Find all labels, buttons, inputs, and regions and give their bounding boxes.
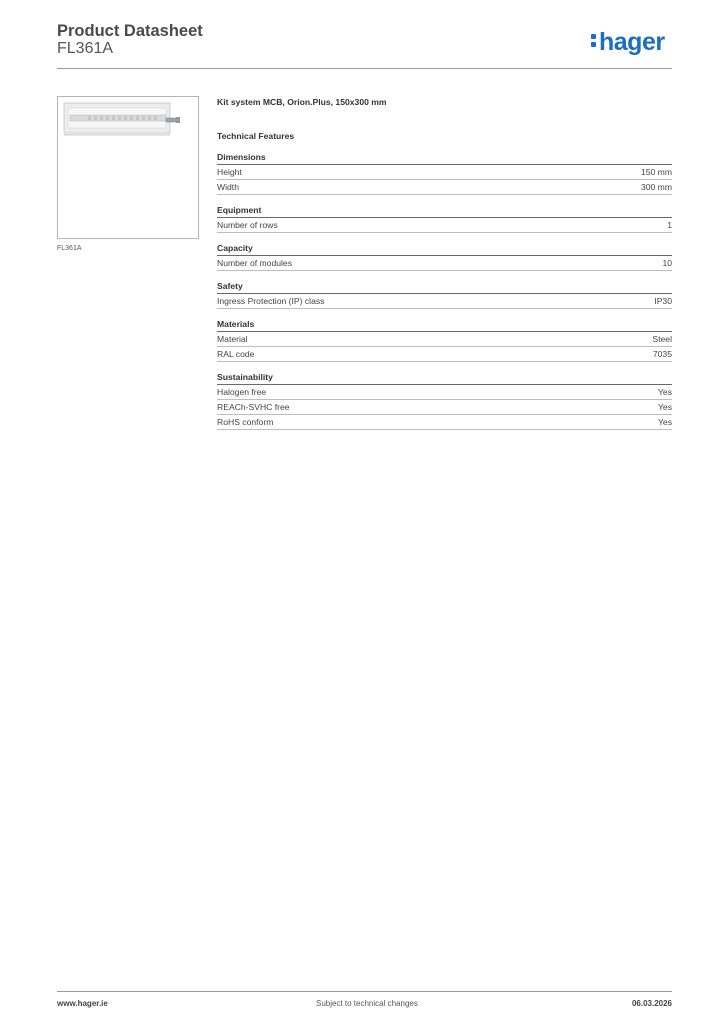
section-title: Capacity — [217, 242, 672, 256]
product-image — [57, 96, 199, 239]
hager-logo — [591, 28, 665, 56]
feature-label: Number of modules — [217, 258, 292, 268]
feature-label: Halogen free — [217, 387, 267, 397]
feature-value: 300 mm — [640, 182, 672, 192]
footer-website[interactable]: www.hager.ie — [57, 999, 108, 1008]
feature-label: REACh-SVHC free — [217, 402, 290, 412]
feature-row — [217, 180, 672, 195]
feature-section — [217, 371, 672, 430]
section-title: Dimensions — [217, 151, 672, 165]
feature-value: Steel — [652, 334, 672, 344]
feature-label: Ingress Protection (IP) class — [217, 296, 325, 306]
feature-sections — [217, 151, 672, 430]
feature-value: Yes — [657, 417, 672, 427]
feature-label: Number of rows — [217, 220, 278, 230]
feature-row — [217, 165, 672, 180]
feature-value: 10 — [662, 258, 672, 268]
feature-value: 7035 — [652, 349, 672, 359]
feature-row — [217, 385, 672, 400]
feature-section — [217, 151, 672, 195]
logo-text: hager — [599, 28, 665, 56]
mcb-kit-illustration — [58, 97, 198, 238]
feature-row — [217, 256, 672, 271]
feature-row — [217, 218, 672, 233]
feature-row — [217, 294, 672, 309]
feature-value: 150 mm — [640, 167, 672, 177]
section-title: Equipment — [217, 204, 672, 218]
section-title: Materials — [217, 318, 672, 332]
page-title: Product Datasheet — [57, 22, 203, 40]
feature-section — [217, 204, 672, 233]
feature-section — [217, 280, 672, 309]
section-title: Safety — [217, 280, 672, 294]
image-caption: FL361A — [57, 245, 82, 252]
feature-section — [217, 318, 672, 362]
technical-features-heading: Technical Features — [217, 131, 295, 141]
footer-divider — [57, 991, 672, 992]
feature-row — [217, 332, 672, 347]
feature-value: Yes — [657, 387, 672, 397]
feature-row — [217, 415, 672, 430]
feature-value: IP30 — [654, 296, 672, 306]
product-code: FL361A — [57, 40, 114, 57]
feature-label: Height — [217, 167, 242, 177]
technical-content — [217, 96, 672, 430]
feature-value: 1 — [667, 220, 672, 230]
feature-label: RoHS conform — [217, 417, 274, 427]
feature-label: RAL code — [217, 349, 255, 359]
feature-row — [217, 347, 672, 362]
feature-label: Material — [217, 334, 248, 344]
feature-value: Yes — [657, 402, 672, 412]
feature-label: Width — [217, 182, 239, 192]
logo-dots-icon — [591, 31, 597, 49]
header-divider — [57, 68, 672, 69]
footer-date: 06.03.2026 — [631, 999, 672, 1008]
product-name: Kit system MCB, Orion.Plus, 150x300 mm — [217, 97, 387, 107]
feature-section — [217, 242, 672, 271]
section-title: Sustainability — [217, 371, 672, 385]
footer-notice: Subject to technical changes — [316, 999, 418, 1008]
feature-row — [217, 400, 672, 415]
